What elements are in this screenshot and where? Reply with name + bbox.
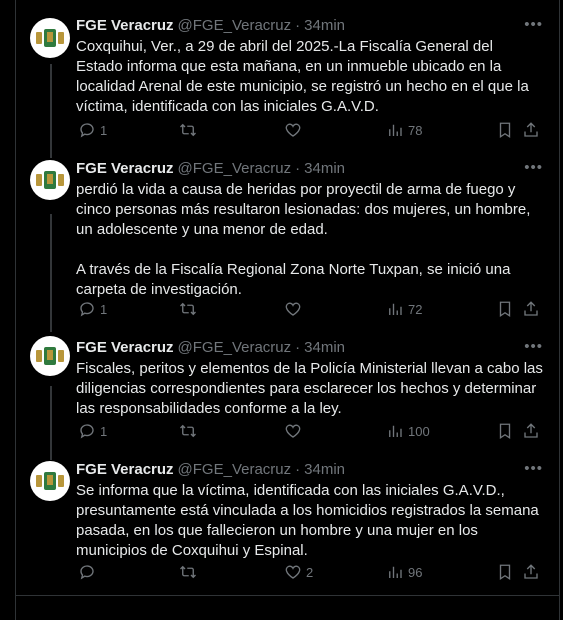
tweet-time[interactable]: 34min bbox=[304, 461, 346, 478]
author-handle[interactable]: @FGE_Veracruz bbox=[177, 160, 292, 177]
reply-button[interactable] bbox=[78, 121, 107, 139]
views-count: 78 bbox=[408, 122, 423, 138]
tweet[interactable] bbox=[16, 0, 559, 150]
separator-dot: · bbox=[295, 339, 301, 356]
thread-line bbox=[50, 146, 52, 158]
avatar[interactable] bbox=[30, 461, 70, 501]
action-bar bbox=[76, 120, 543, 140]
share-icon bbox=[522, 563, 540, 581]
like-button[interactable] bbox=[284, 300, 306, 318]
author-name[interactable]: FGE Veracruz bbox=[76, 160, 174, 177]
retweet-button[interactable] bbox=[179, 300, 201, 318]
reply-icon bbox=[78, 121, 96, 139]
retweet-icon bbox=[179, 121, 197, 139]
author-handle[interactable]: @FGE_Veracruz bbox=[177, 461, 292, 478]
fge-logo-icon bbox=[34, 469, 66, 493]
bookmark-icon bbox=[496, 121, 514, 139]
fge-logo-icon bbox=[34, 26, 66, 50]
tweet-time[interactable]: 34min bbox=[304, 160, 346, 177]
like-button[interactable] bbox=[284, 121, 306, 139]
share-button[interactable] bbox=[522, 422, 540, 440]
bookmark-icon bbox=[496, 300, 514, 318]
views-button[interactable] bbox=[386, 121, 422, 139]
views-button[interactable] bbox=[386, 300, 422, 318]
author-handle[interactable]: @FGE_Veracruz bbox=[177, 17, 292, 34]
author-name[interactable]: FGE Veracruz bbox=[76, 17, 174, 34]
like-button[interactable] bbox=[284, 563, 313, 581]
bookmark-button[interactable] bbox=[496, 563, 514, 581]
reply-count: 1 bbox=[100, 301, 108, 317]
tweet[interactable] bbox=[16, 446, 559, 596]
reply-count: 1 bbox=[100, 122, 108, 138]
reply-icon bbox=[78, 422, 96, 440]
retweet-button[interactable] bbox=[179, 422, 201, 440]
author-handle[interactable]: @FGE_Veracruz bbox=[177, 339, 292, 356]
reply-button[interactable] bbox=[78, 300, 107, 318]
views-icon bbox=[386, 563, 404, 581]
thread-line bbox=[50, 386, 52, 450]
fge-logo-icon bbox=[34, 168, 66, 192]
heart-icon bbox=[284, 121, 302, 139]
tweet-time[interactable]: 34min bbox=[304, 339, 346, 356]
bookmark-icon bbox=[496, 563, 514, 581]
heart-icon bbox=[284, 300, 302, 318]
share-button[interactable] bbox=[522, 121, 540, 139]
reply-icon bbox=[78, 300, 96, 318]
views-count: 96 bbox=[408, 564, 423, 580]
views-button[interactable] bbox=[386, 563, 422, 581]
author-name[interactable]: FGE Veracruz bbox=[76, 339, 174, 356]
bookmark-button[interactable] bbox=[496, 422, 514, 440]
share-icon bbox=[522, 121, 540, 139]
retweet-icon bbox=[179, 300, 197, 318]
views-button[interactable] bbox=[386, 422, 430, 440]
views-icon bbox=[386, 121, 404, 139]
thread-line bbox=[50, 64, 52, 154]
thread-line bbox=[50, 214, 52, 326]
reply-button[interactable] bbox=[78, 422, 107, 440]
share-icon bbox=[522, 300, 540, 318]
reply-button[interactable] bbox=[78, 563, 100, 581]
tweet[interactable] bbox=[16, 150, 559, 322]
fge-logo-icon bbox=[34, 344, 66, 368]
views-count: 72 bbox=[408, 301, 423, 317]
separator-dot: · bbox=[295, 160, 301, 177]
more-icon[interactable]: ••• bbox=[524, 460, 543, 477]
tweet-text: Fiscales, peritos y elementos de la Policía Ministerial llevan a cabo las diligencias correspondientes para esclarecer los hechos y determinar las responsabilidades conforme a la ley. bbox=[76, 360, 543, 417]
avatar[interactable] bbox=[30, 336, 70, 376]
heart-icon bbox=[284, 563, 302, 581]
more-icon[interactable]: ••• bbox=[524, 338, 543, 355]
tweet-text: Se informa que la víctima, identificada con las iniciales G.A.V.D., presuntamente está vinculada a los homicidios registrados la semana pasada, en los que fallecieron un hombre y una mujer en los municipios de Coxquihui y Espinal. bbox=[76, 482, 539, 559]
retweet-icon bbox=[179, 563, 197, 581]
retweet-button[interactable] bbox=[179, 121, 201, 139]
bookmark-button[interactable] bbox=[496, 300, 514, 318]
share-button[interactable] bbox=[522, 563, 540, 581]
thread-line bbox=[50, 318, 52, 332]
separator-dot: · bbox=[295, 17, 301, 34]
views-count: 100 bbox=[408, 423, 430, 439]
like-button[interactable] bbox=[284, 422, 306, 440]
reply-icon bbox=[78, 563, 96, 581]
tweet-text: Coxquihui, Ver., a 29 de abril del 2025.-La Fiscalía General del Estado informa que esta mañana, en un inmueble ubicado en la localidad Arenal de este municipio, se registró un hecho en el que la víctima, identificada con las iniciales G.A.V.D. bbox=[76, 38, 529, 115]
action-bar bbox=[76, 562, 543, 582]
heart-icon bbox=[284, 422, 302, 440]
views-icon bbox=[386, 300, 404, 318]
retweet-icon bbox=[179, 422, 197, 440]
tweet-time[interactable]: 34min bbox=[304, 17, 346, 34]
separator-dot: · bbox=[295, 461, 301, 478]
timeline bbox=[15, 0, 560, 620]
avatar[interactable] bbox=[30, 18, 70, 58]
tweet[interactable] bbox=[16, 322, 559, 446]
share-icon bbox=[522, 422, 540, 440]
share-button[interactable] bbox=[522, 300, 540, 318]
avatar[interactable] bbox=[30, 160, 70, 200]
bookmark-button[interactable] bbox=[496, 121, 514, 139]
bookmark-icon bbox=[496, 422, 514, 440]
thread-line bbox=[50, 442, 52, 460]
more-icon[interactable]: ••• bbox=[524, 159, 543, 176]
views-icon bbox=[386, 422, 404, 440]
action-bar bbox=[76, 421, 543, 441]
action-bar bbox=[76, 299, 543, 319]
tweet-text: perdió la vida a causa de heridas por proyectil de arma de fuego y cinco personas más resultaron lesionadas: dos mujeres, un hombre, un adolescente y una menor de edad. A través de la Fiscalía Regional Zona Norte Tuxpan, se inició una carpeta de investigación. bbox=[76, 181, 531, 298]
like-count: 2 bbox=[306, 564, 314, 580]
reply-count: 1 bbox=[100, 423, 108, 439]
author-name[interactable]: FGE Veracruz bbox=[76, 461, 174, 478]
more-icon[interactable]: ••• bbox=[524, 16, 543, 33]
retweet-button[interactable] bbox=[179, 563, 201, 581]
